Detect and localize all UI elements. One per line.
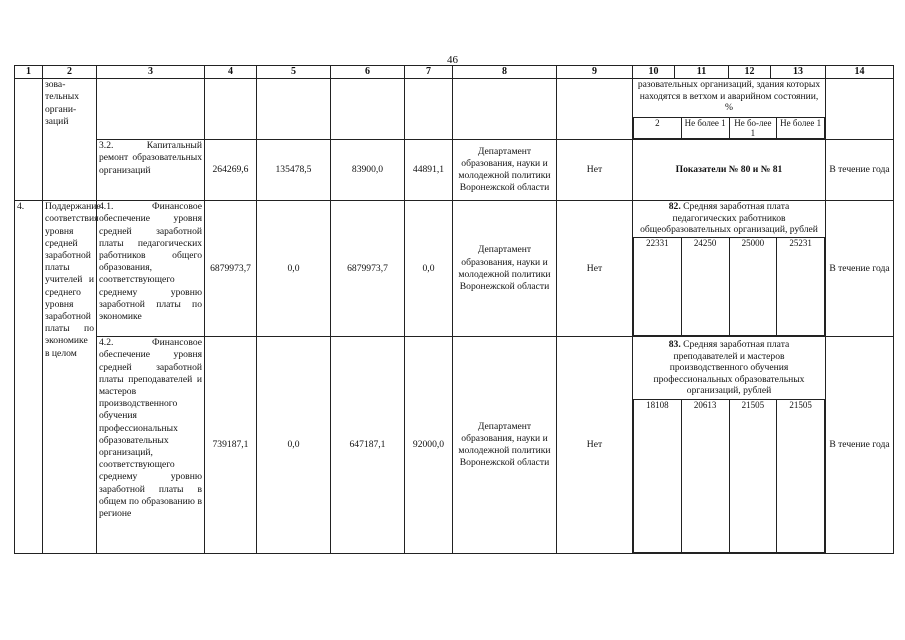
row-number-cell: 4. xyxy=(15,201,43,554)
amount-cell: 6879973,7 xyxy=(205,201,257,337)
indicator-values xyxy=(633,117,825,139)
value-cell: 2 xyxy=(634,118,682,139)
table-cell xyxy=(826,79,894,140)
header-cell: 5 xyxy=(257,66,331,79)
measure-cell: 3.2. Капитальный ремонт образовательных организаций xyxy=(97,140,205,201)
value-cell: 20613 xyxy=(681,400,729,553)
value-cell: 21505 xyxy=(777,400,825,553)
executor-cell: Департамент образования, науки и молодежной политики Воронежской области xyxy=(453,337,557,554)
header-cell: 7 xyxy=(405,66,453,79)
indicator-cell xyxy=(633,79,826,140)
indicator-values xyxy=(633,399,825,553)
term-cell: В течение года xyxy=(826,140,894,201)
amount-cell: 0,0 xyxy=(257,337,331,554)
value-cell: 21505 xyxy=(729,400,777,553)
indicator-cell xyxy=(633,201,826,337)
header-cell: 6 xyxy=(331,66,405,79)
value-cell: Не более 1 xyxy=(681,118,729,139)
measure-cell: 4.2. Финансовое обеспечение уровня средней заработной платы преподавателей и мастеров производственного обучения профессиональных образовательных организаций, соответствующего среднему уровню заработной платы в общем по образованию в регионе xyxy=(97,337,205,554)
header-cell: 3 xyxy=(97,66,205,79)
amount-cell: 739187,1 xyxy=(205,337,257,554)
amount-cell: 135478,5 xyxy=(257,140,331,201)
table-cell xyxy=(405,79,453,140)
indicator-text xyxy=(633,201,825,237)
flag-cell: Нет xyxy=(557,337,633,554)
flag-cell: Нет xyxy=(557,140,633,201)
indicator-text: разовательных организаций, здания которых находятся в ветхом и аварийном состоянии, % xyxy=(637,79,821,114)
indicator-number: 83. xyxy=(668,339,681,351)
table-cell xyxy=(205,79,257,140)
flag-cell: Нет xyxy=(557,201,633,337)
indicator-title: Средняя заработная плата педагогических работников общеобразовательных организаций, рублей xyxy=(640,201,818,236)
indicator-ref-cell: Показатели № 80 и № 81 xyxy=(633,140,826,201)
value-cell: Не бо-лее 1 xyxy=(729,118,777,139)
amount-cell: 83900,0 xyxy=(331,140,405,201)
header-cell: 10 xyxy=(633,66,675,79)
header-cell: 9 xyxy=(557,66,633,79)
table-row xyxy=(15,337,894,554)
program-table xyxy=(14,65,894,554)
value-cell: Не более 1 xyxy=(777,118,825,139)
executor-cell: Департамент образования, науки и молодежной политики Воронежской области xyxy=(453,201,557,337)
header-cell: 4 xyxy=(205,66,257,79)
table-row xyxy=(15,201,894,337)
table-row xyxy=(15,140,894,201)
table-cell xyxy=(331,79,405,140)
value-cell: 25000 xyxy=(729,238,777,336)
term-cell: В течение года xyxy=(826,201,894,337)
header-cell: 13 xyxy=(771,66,826,79)
indicator-cell xyxy=(633,337,826,554)
value-cell: 25231 xyxy=(777,238,825,336)
amount-cell: 92000,0 xyxy=(405,337,453,554)
executor-cell: Департамент образования, науки и молодежной политики Воронежской области xyxy=(453,140,557,201)
header-cell: 8 xyxy=(453,66,557,79)
value-cell: 22331 xyxy=(634,238,682,336)
indicator-values xyxy=(633,237,825,336)
term-cell: В течение года xyxy=(826,337,894,554)
activity-cell: Поддержание соответствия уровня средней заработной платы учителей и среднего уровня заработной платы по экономике в целом xyxy=(43,201,97,554)
indicator-text xyxy=(633,337,825,399)
indicator-title: Средняя заработная плата преподавателей и мастеров производственного обучения профессиональных образовательных организаций, рублей xyxy=(653,339,805,397)
indicator-number: 82. xyxy=(668,201,681,213)
table-cell xyxy=(453,79,557,140)
header-cell: 14 xyxy=(826,66,894,79)
table-cell xyxy=(257,79,331,140)
amount-cell: 0,0 xyxy=(405,201,453,337)
header-cell: 11 xyxy=(675,66,729,79)
header-row xyxy=(15,66,894,79)
amount-cell: 44891,1 xyxy=(405,140,453,201)
header-cell: 1 xyxy=(15,66,43,79)
table-cell xyxy=(557,79,633,140)
header-cell: 2 xyxy=(43,66,97,79)
row-number-cell xyxy=(15,79,43,201)
amount-cell: 0,0 xyxy=(257,201,331,337)
table-row xyxy=(15,79,894,140)
table-cell xyxy=(97,79,205,140)
header-cell: 12 xyxy=(729,66,771,79)
activity-cell: зова-тельных органи-заций xyxy=(43,79,97,201)
value-cell: 18108 xyxy=(634,400,682,553)
amount-cell: 264269,6 xyxy=(205,140,257,201)
amount-cell: 6879973,7 xyxy=(331,201,405,337)
page-number: 46 xyxy=(447,54,458,66)
amount-cell: 647187,1 xyxy=(331,337,405,554)
value-cell: 24250 xyxy=(681,238,729,336)
measure-cell: 4.1. Финансовое обеспечение уровня средней заработной платы педагогических работников общего образования, соответствующего среднему уровню заработной платы по экономике xyxy=(97,201,205,337)
